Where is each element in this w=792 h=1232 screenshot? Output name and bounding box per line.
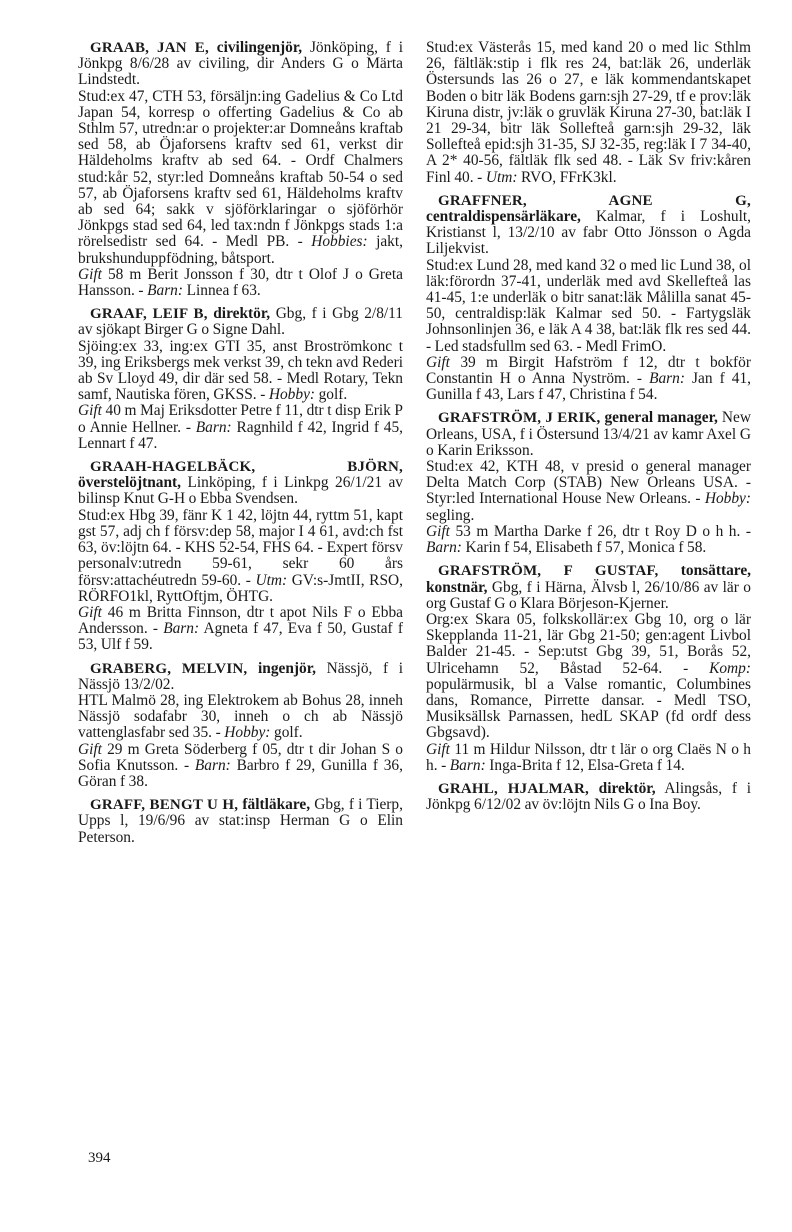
barn-label: Barn: (195, 418, 232, 436)
utm-text: RVO, FFrK3kl. (521, 168, 617, 186)
page-number: 394 (88, 1150, 111, 1166)
entry-career: Stud:ex Hbg 39, fänr K 1 42, löjtn 44, ryttm 51, kapt gst 57, adj ch f försv:dep 58, major I 4 61, avd:ch fst 63, öv:löjtn 64. - KHS 52-54, FHS 64. - Expert försv personalv:utredn 59-61, sekr 60 års försv:attachéutredn 59-60. - Utm: GV:s-JmtII, RSO, RÖRFO1kl, RyttOftjm, ÖHTG. (78, 506, 403, 605)
entry-name: GRAFSTRÖM, F GUSTAF, (438, 563, 659, 580)
gift-label: Gift (426, 353, 450, 371)
entry-graaf (78, 306, 403, 452)
entry-text: Jönköping, f i Jönkpg 8/6/28 av civiling, dir Anders G o Märta Lindstedt. (78, 39, 403, 89)
entry-text: Gbg, f i Gbg 2/8/11 av sjökapt Birger G o Signe Dahl. (78, 305, 403, 339)
entry-graah-hagelback (78, 459, 403, 653)
barn-label: Barn: (426, 539, 462, 557)
entry-text: Org:ex Skara 05, folkskollär:ex Gbg 10, org o lär Skepplanda 11-21, lär Gbg 21-50; gen:agent Livbol Balder 21-45. - Sep:utst Gbg 39, 51, Borås 52, Ulricehamn 52, Båstad 52-64. (426, 610, 751, 677)
gift-label: Gift (426, 522, 450, 540)
hobby-label: Hobby: (268, 386, 316, 404)
barn-text: Barbro f 29, Gunilla f 36, Göran f 38. (78, 756, 403, 790)
entry-family: Gift 29 m Greta Söderberg f 05, dtr t dir Johan S o Sofia Knutsson. - Barn: Barbro f 29, Gunilla f 36, Göran f 38. (78, 740, 403, 790)
entry-name: GRAAH-HAGELBÄCK, BJÖRN, (90, 459, 403, 476)
komp-text: populärmusik, bl a Valse romantic, Columbines dans, Romance, Pirrette dansar. - Medl TSO, Musiksällsk Parnassen, hedL SKAP (fd ordf dess Gbgsavd). (426, 675, 751, 742)
komp-label: Komp: (709, 659, 751, 677)
hobby-text: segling. (426, 506, 475, 524)
entry-graff-continued (426, 40, 751, 186)
entry-text: Alingsås, f i Jönkpg 6/12/02 av öv:löjtn Nils G o Ina Boy. (426, 779, 751, 814)
barn-text: Inga-Brita f 12, Elsa-Greta f 14. (489, 756, 685, 774)
entry-header (78, 306, 403, 338)
hobby-label: Hobby: (224, 724, 271, 742)
entry-career: Stud:ex 47, CTH 53, försäljn:ing Gadelius & Co Ltd Japan 54, korresp o offerting Gadelius & Co ab Sthlm 57, utredn:ar o projekter:ar Domneåns kraftab sed 58, ab Öjaforsens kraftv sed 61, verkst dir Häldeholms kraftv ab sed 64. - Ordf Chalmers stud:kår 52, styr:led Domneåns kraftab 50-54 o sed 57, ab Öjaforsens kraftv sed 61, Häldeholms kraftv ab sed 64; sakk v sjöförklaringar o sjöförhör Jönkpgs stad sed 64, led tax:ndn f Jönkpgs stads 1:a rörelsedistr sed 64. - Medl PB. - Hobbies: jakt, brukshunduppfödning, båtsport. (78, 87, 403, 267)
barn-label: Barn: (147, 282, 184, 300)
entry-text: Stud:ex 42, KTH 48, v presid o general manager Delta Match Corp (STAB) New Orleans USA. - Styr:led International House New Orleans. (426, 458, 751, 508)
entry-graff (78, 797, 403, 846)
entry-text: Nässjö, f i Nässjö 13/2/02. (78, 659, 403, 693)
entry-header (426, 410, 751, 459)
barn-text: Ragnhild f 42, Ingrid f 45, Lennart f 47. (78, 418, 403, 452)
gift-label: Gift (78, 740, 102, 758)
entry-family: Gift 11 m Hildur Nilsson, dtr t lär o org Claës N o h h. - Barn: Inga-Brita f 12, Elsa-Greta f 14. (426, 740, 751, 774)
entry-grafstrom-gustaf (426, 563, 751, 774)
entry-text: Stud:ex Västerås 15, med kand 20 o med lic Sthlm 26, fältläk:stip i flk res 24, bat:läk 26, underläk Östersunds las 26 o 27, e läk kommendantskapet Boden o bitr läk Bodens garn:sjh 27-29, tf e prov:läk Kiruna distr, jv:läk o gruvläk Kiruna 27-30, bat:läk I 21 29-34, bitr läk Sollefteå garn:sjh 29-32, läk Sollefteå epid:sjh 31-35, SJ 32-35, reg:läk I 7 34-40, A 2* 40-56, fältläk flk sed 48. - Läk Sv friv:kåren Finl 40. (426, 39, 751, 186)
right-column (426, 40, 751, 820)
gift-label: Gift (78, 603, 102, 621)
barn-label: Barn: (194, 756, 231, 774)
entry-name: GRAFFNER, AGNE G, (438, 192, 751, 209)
entry-name: GRAAB, JAN E, (90, 40, 209, 56)
gift-label: Gift (78, 265, 102, 283)
entry-family: Gift 53 m Martha Darke f 26, dtr t Roy D o h h. - Barn: Karin f 54, Elisabeth f 57, Monica f 58. (426, 522, 751, 557)
gift-text: 53 m Martha Darke f 26, dtr t Roy D o h h. (455, 522, 741, 540)
entry-header (78, 661, 403, 693)
entry-grahl (426, 781, 751, 813)
entry-title: fältläkare, (242, 796, 311, 814)
entry-text: Stud:ex Hbg 39, fänr K 1 42, löjtn 44, ryttm 51, kapt gst 57, adj ch f försv:dep 58, major I 4 61, avd:ch fst 63, öv:löjtn 64. - KHS 52-54, FHS 64. - Expert försv personalv:utredn 59-61, sekr 60 års försv:attachéutredn 59-60. (78, 506, 403, 589)
entry-title: överstelöjtnant, (78, 474, 182, 492)
entry-text: Kalmar, f i Loshult, Kristianst l, 13/2/10 av fabr Otto Jönsson o Agda Liljekvist. (426, 208, 751, 258)
entry-header (78, 459, 403, 508)
entry-name: GRAHL, HJALMAR, (438, 780, 589, 797)
gift-label: Gift (426, 740, 450, 758)
gift-text: 40 m Maj Eriksdotter Petre f 11, dtr t disp Erik P o Annie Hellner. (78, 402, 403, 436)
entry-family (426, 355, 751, 404)
entry-career (426, 258, 751, 355)
entry-text: Stud:ex 47, CTH 53, försäljn:ing Gadelius & Co Ltd Japan 54, korresp o offerting Gadelius & Co ab Sthlm 57, utredn:ar o projekter:ar Domneåns kraftab sed 58, ab Öjaforsens kraftv sed 61, verkst dir Häldeholms kraftv ab sed 64. - Ordf Chalmers stud:kår 52, styr:led Domneåns kraftab 50-54 o sed 57, ab Öjaforsens kraftv sed 61, Häldeholms kraftv ab sed 64; sakk v sjöförklaringar o sjöförhör Jönkpgs stad sed 64, led tax:ndn f Jönkpgs stads 1:a rörelsedistr sed 64. - Medl PB. (78, 87, 403, 251)
left-column (78, 40, 403, 853)
entry-career: Stud:ex Västerås 15, med kand 20 o med lic Sthlm 26, fältläk:stip i flk res 24, bat:läk 26, underläk Östersunds las 26 o 27, e läk kommendantskapet Boden o bitr läk Bodens garn:sjh 27-29, tf e prov:läk Kiruna distr, jv:läk o gruvläk Kiruna 27-30, bat:läk I 21 29-34, bitr läk Sollefteå garn:sjh 29-32, läk Sollefteå epid:sjh 31-35, SJ 32-35, reg:läk I 7 34-40, A 2* 40-56, fältläk flk sed 48. - Läk Sv friv:kåren Finl 40. - Utm: RVO, FFrK3kl. (426, 39, 751, 186)
entry-text: Gbg, f i Tierp, Upps l, 19/6/96 av stat:insp Herman G o Elin Peterson. (78, 796, 403, 846)
entry-text: Stud:ex Lund 28, med kand 32 o med lic Lund 38, ol läk:förordn 37-41, underläk med avd Skellefteå las 41-45, 1:e underläk o bitr sanat:läk Målilla sanat 45-50, centraldisp:läk Kalmar sed 50. - Fartygsläk Johnsonlinjen 36, e läk A 4 38, bat:läk flk res sed 44. - Led stadsfullm sed 63. - Medl FrimO. (426, 256, 751, 355)
entry-title: civilingenjör, (216, 39, 303, 56)
entry-text: Sjöing:ex 33, ing:ex GTI 35, anst Broströmkonc t 39, ing Eriksbergs mek verkst 39, ch tekn avd Rederi ab Sv Lloyd 49, dir där sed 58. - Medl Rotary, Tekn samf, Nautiska fören, GKSS. (78, 337, 403, 404)
entry-graberg (78, 661, 403, 791)
entry-header (426, 781, 751, 813)
entry-text: New Orleans, USA, f i Östersund 13/4/21 av kamr Axel G o Karin Eriksson. (426, 409, 751, 459)
entry-text: Linköping, f i Linkpg 26/1/21 av bilinsp Knut G-H o Ebba Svendsen. (78, 474, 403, 508)
entry-title: direktör, (213, 305, 271, 323)
entry-name: GRABERG, MELVIN, (90, 660, 248, 677)
gift-text: 46 m Britta Finnson, dtr t apot Nils F o Ebba Andersson. (78, 603, 403, 638)
barn-text: Linnea f 63. (186, 282, 261, 300)
entry-family: Gift 58 m Berit Jonsson f 30, dtr t Olof J o Greta Hansson. - Barn: Linnea f 63. (78, 265, 403, 300)
entry-header (78, 797, 403, 846)
entry-title: ingenjör, (257, 659, 316, 677)
barn-label: Barn: (449, 756, 486, 774)
hobby-text: golf. (318, 386, 348, 404)
entry-career: Sjöing:ex 33, ing:ex GTI 35, anst Broströmkonc t 39, ing Eriksbergs mek verkst 39, ch tekn avd Rederi ab Sv Lloyd 49, dir där sed 58. - Medl Rotary, Tekn samf, Nautiska fören, GKSS. - Hobby: golf. (78, 337, 403, 404)
entry-family: Gift 46 m Britta Finnson, dtr t apot Nils F o Ebba Andersson. - Barn: Agneta f 47, Eva f 50, Gustaf f 53, Ulf f 59. (78, 603, 403, 654)
entry-career: HTL Malmö 28, ing Elektrokem ab Bohus 28, inneh Nässjö sodafabr 30, inneh o ch ab Nässjö vattenglasfabr sed 35. - Hobby: golf. (78, 691, 403, 742)
entry-name: GRAFF, BENGT U H, (90, 797, 239, 814)
utm-label: Utm: (485, 168, 518, 186)
gift-label: Gift (78, 402, 102, 420)
hobby-label: Hobby: (704, 490, 751, 508)
gift-text: 58 m Berit Jonsson f 30, dtr t Olof J o Greta Hansson. (78, 265, 403, 300)
entry-family: Gift 40 m Maj Eriksdotter Petre f 11, dtr t disp Erik P o Annie Hellner. - Barn: Ragnhild f 42, Ingrid f 45, Lennart f 47. (78, 402, 403, 452)
utm-text: GV:s-JmtII, RSO, RÖRFO1kl, RyttOftjm, ÖHTG. (78, 571, 403, 605)
entry-name: GRAFSTRÖM, J ERIK, (438, 410, 601, 427)
entry-title: general manager, (604, 409, 718, 427)
entry-text: HTL Malmö 28, ing Elektrokem ab Bohus 28, inneh Nässjö sodafabr 30, inneh o ch ab Nässjö vattenglasfabr sed 35. (78, 691, 403, 742)
entry-title: direktör, (598, 779, 656, 797)
entry-title: centraldispensärläkare, (426, 208, 581, 226)
entry-career: Stud:ex 42, KTH 48, v presid o general manager Delta Match Corp (STAB) New Orleans USA. - Styr:led International House New Orleans. - Hobby: segling. (426, 458, 751, 524)
entry-grafstrom-erik (426, 410, 751, 556)
barn-text: Karin f 54, Elisabeth f 57, Monica f 58. (465, 539, 707, 557)
entry-name: GRAAF, LEIF B, (90, 306, 208, 323)
hobby-label: Hobbies: (311, 233, 368, 251)
entry-graffner (426, 193, 751, 404)
barn-label: Barn: (649, 370, 685, 388)
entry-title: tonsättare, konstnär, (426, 562, 751, 596)
hobby-text: golf. (274, 724, 303, 742)
barn-text: Agneta f 47, Eva f 50, Gustaf f 53, Ulf f 59. (78, 620, 403, 654)
entry-header (78, 40, 403, 89)
gift-text: 29 m Greta Söderberg f 05, dtr t dir Johan S o Sofia Knutsson. (78, 740, 403, 774)
barn-text: Jan f 41, Gunilla f 43, Lars f 47, Christina f 54. (426, 370, 751, 404)
barn-label: Barn: (163, 620, 200, 638)
utm-label: Utm: (255, 571, 288, 589)
entry-career: Org:ex Skara 05, folkskollär:ex Gbg 10, org o lär Skepplanda 11-21, lär Gbg 21-50; gen:agent Livbol Balder 21-45. - Sep:utst Gbg 39, 51, Borås 52, Ulricehamn 52, Båstad 52-64. - Komp: populärmusik, bl a Valse romantic, Columbines dans, Romance, Pirrette dansar. - Medl TSO, Musiksällsk Parnassen, hedL SKAP (fd ordf dess Gbgsavd). (426, 610, 751, 742)
gift-text: 11 m Hildur Nilsson, dtr t lär o org Claës N o h h. (426, 740, 751, 774)
gift-text: 39 m Birgit Hafström f 12, dtr t bokför Constantin H o Anna Nyström. - (426, 353, 751, 388)
entry-text: Gbg, f i Härna, Älvsb l, 26/10/86 av lär o org Gustaf G o Klara Börjeson-Kjerner. (426, 578, 751, 612)
entry-header (426, 193, 751, 258)
hobby-text: jakt, brukshunduppfödning, båtsport. (78, 233, 403, 267)
entry-header (426, 563, 751, 612)
entry-graab (78, 40, 403, 299)
